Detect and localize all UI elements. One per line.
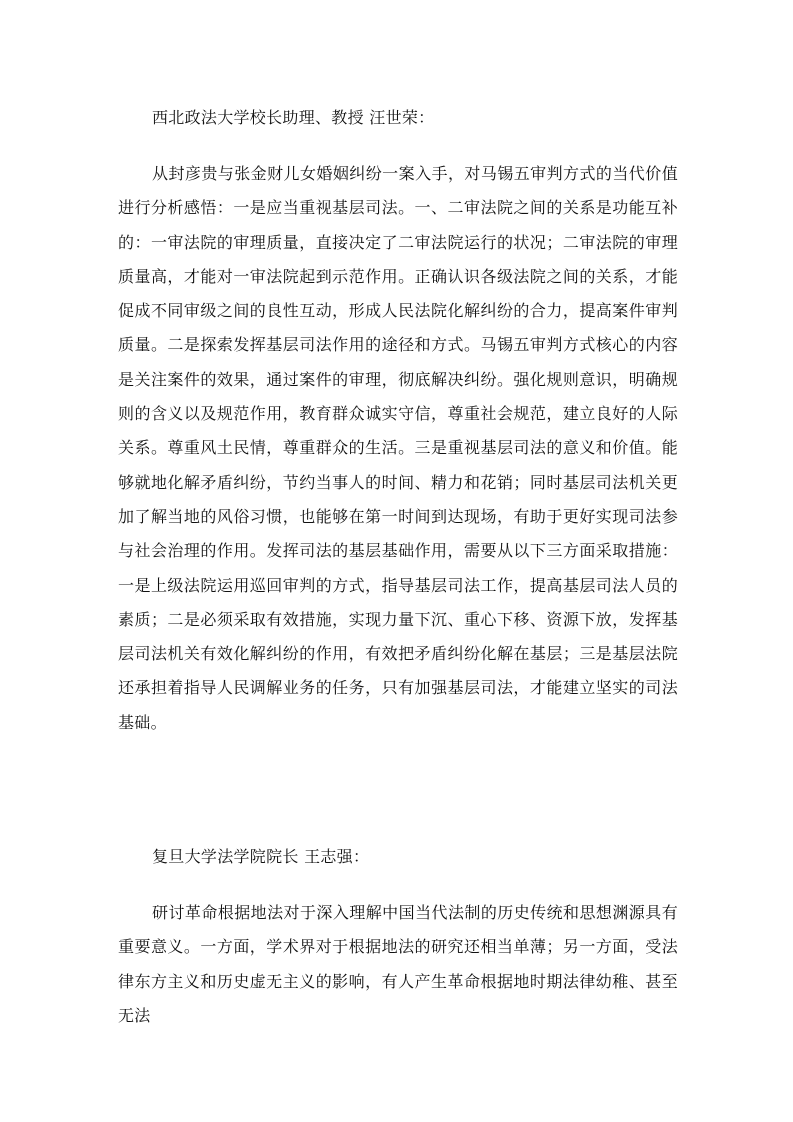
speaker-heading: 西北政法大学校长助理、教授 汪世荣：: [152, 108, 435, 127]
speaker-heading: 复旦大学法学院院长 王志强：: [152, 847, 370, 866]
body-paragraph: 从封彦贵与张金财儿女婚姻纠纷一案入手，对马锡五审判方式的当代价值进行分析感悟：一是应当重视基层司法。一、二审法院之间的关系是功能互补的：一审法院的审理质量，直接决定了二审法院运行的状况；二审法院的审理质量高，才能对一审法院起到示范作用。正确认识各级法院之间的关系，才能促成不同审级之间的良性互动，形成人民法院化解纠纷的合力，提高案件审判质量。二是探索发挥基层司法作用的途径和方式。马锡五审判方式核心的内容是关注案件的效果，通过案件的审理，彻底解决纠纷。强化规则意识，明确规则的含义以及规范作用，教育群众诚实守信，尊重社会规范，建立良好的人际关系。尊重风土民情，尊重群众的生活。三是重视基层司法的意义和价值。能够就地化解矛盾纠纷，节约当事人的时间、精力和花销；同时基层司法机关更加了解当地的风俗习惯，也能够在第一时间到达现场，有助于更好实现司法参与社会治理的作用。发挥司法的基层基础作用，需要从以下三方面采取措施：一是上级法院运用巡回审判的方式，指导基层司法工作，提高基层司法人员的素质；二是必须采取有效措施，实现力量下沉、重心下移、资源下放，发挥基层司法机关有效化解纠纷的作用，有效把矛盾纠纷化解在基层；三是基层法院还承担着指导人民调解业务的任务，只有加强基层司法，才能建立坚实的司法基础。: [118, 164, 678, 732]
body-paragraph: 研讨革命根据地法对于深入理解中国当代法制的历史传统和思想渊源具有重要意义。一方面，学术界对于根据地法的研究还相当单薄；另一方面，受法律东方主义和历史虚无主义的影响，有人产生革命根据地时期法律幼稚、甚至无法: [118, 903, 678, 1025]
